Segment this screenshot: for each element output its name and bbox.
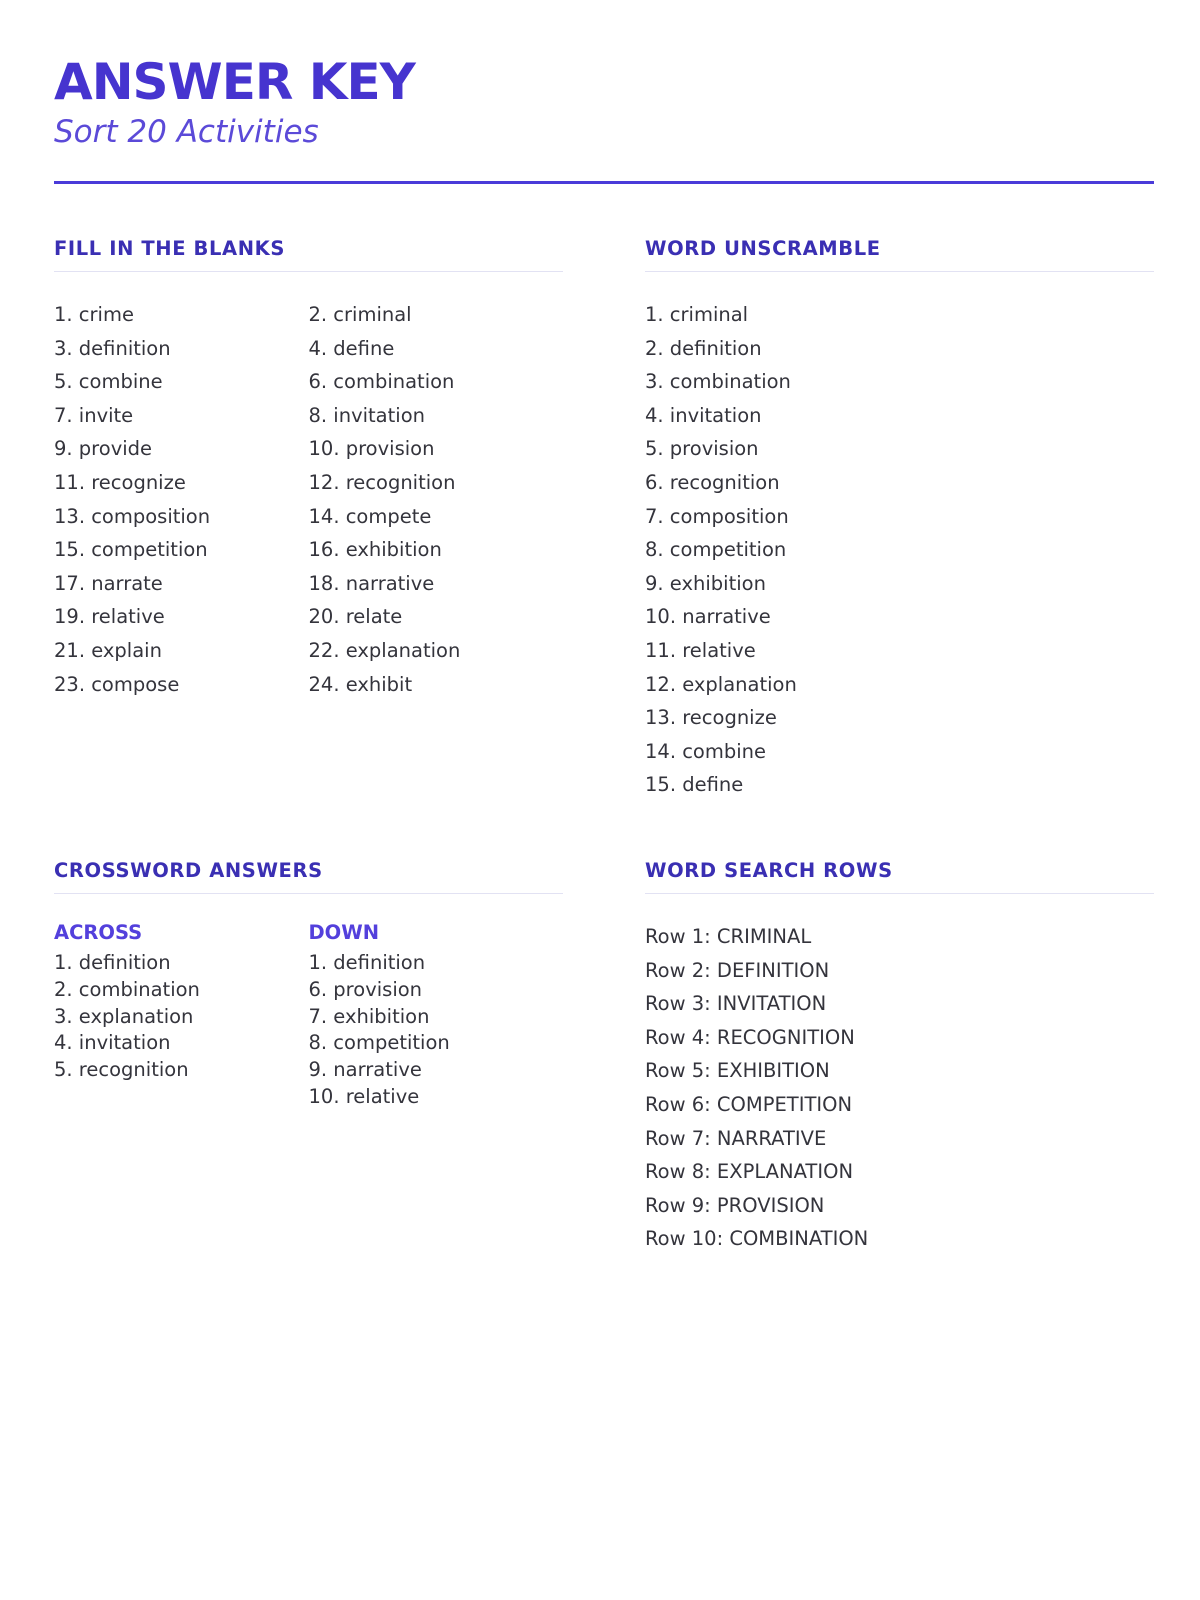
- down-heading: DOWN: [308, 921, 380, 944]
- list-item: 12. recognition: [308, 470, 456, 494]
- list-item: 14. combine: [645, 739, 767, 763]
- list-item: 1. definition: [54, 951, 171, 974]
- list-item: 10. provision: [308, 437, 435, 461]
- list-item: 9. provide: [54, 437, 153, 461]
- list-item: 6. provision: [308, 977, 423, 1001]
- word-search-rows-section: [645, 858, 1154, 1256]
- list-item: 17. narrate: [54, 571, 163, 595]
- list-item: 19. relative: [54, 605, 165, 629]
- list-item: 13. recognize: [645, 706, 777, 730]
- list-item: 8. competition: [308, 1031, 450, 1055]
- list-item: 5. combine: [54, 370, 163, 394]
- section-title-word-search-rows: WORD SEARCH ROWS: [645, 858, 1154, 894]
- list-item: 10. narrative: [645, 605, 771, 629]
- crossword-down-column: [309, 920, 564, 1111]
- list-item: Row 9: PROVISION: [645, 1193, 825, 1217]
- list-item: 7. invite: [54, 403, 134, 427]
- list-item: Row 6: COMPETITION: [645, 1092, 853, 1116]
- list-item: 8. invitation: [308, 403, 425, 427]
- list-item: 21. explain: [54, 638, 162, 662]
- list-item: 6. combination: [308, 370, 455, 394]
- list-item: 18. narrative: [308, 571, 435, 595]
- across-heading: ACROSS: [54, 921, 143, 944]
- list-item: 24. exhibit: [308, 672, 413, 696]
- fill-in-the-blanks-columns: [54, 298, 563, 701]
- list-item: 15. define: [645, 773, 744, 797]
- section-title-crossword-answers: CROSSWORD ANSWERS: [54, 858, 563, 894]
- fill-in-the-blanks-right-column: [309, 298, 564, 701]
- fill-in-the-blanks-section: [54, 236, 563, 701]
- list-item: 15. competition: [54, 538, 208, 562]
- list-item: 3. definition: [54, 336, 171, 360]
- list-item: 4. invitation: [645, 403, 762, 427]
- list-item: 9. narrative: [308, 1058, 422, 1082]
- list-item: Row 1: CRIMINAL: [645, 925, 812, 948]
- list-item: 8. competition: [645, 538, 787, 562]
- list-item: 7. composition: [645, 504, 789, 528]
- list-item: Row 4: RECOGNITION: [645, 1025, 855, 1049]
- page-subtitle: Sort 20 Activities: [54, 114, 319, 150]
- fill-in-the-blanks-left-column: [54, 298, 309, 701]
- section-title-word-unscramble: WORD UNSCRAMBLE: [645, 236, 1154, 272]
- list-item: 1. crime: [54, 303, 134, 326]
- list-item: Row 3: INVITATION: [645, 992, 827, 1016]
- list-item: Row 2: DEFINITION: [645, 958, 830, 982]
- crossword-across-column: [54, 920, 309, 1111]
- word-unscramble-section: [645, 236, 1154, 802]
- list-item: 20. relate: [308, 605, 403, 629]
- list-item: 11. relative: [645, 638, 756, 662]
- list-item: Row 8: EXPLANATION: [645, 1160, 854, 1184]
- list-item: 5. recognition: [54, 1058, 189, 1082]
- crossword-answers-section: [54, 858, 563, 1111]
- word-search-list: [645, 920, 1154, 1256]
- page-title: ANSWER KEY: [54, 53, 415, 111]
- list-item: 5. provision: [645, 437, 759, 461]
- list-item: Row 10: COMBINATION: [645, 1227, 869, 1251]
- list-item: 22. explanation: [308, 638, 461, 662]
- list-item: 2. combination: [54, 977, 200, 1001]
- list-item: 4. invitation: [54, 1031, 171, 1055]
- list-item: 1. definition: [308, 951, 426, 974]
- list-item: 1. criminal: [645, 303, 749, 326]
- list-item: 23. compose: [54, 672, 180, 696]
- list-item: 13. composition: [54, 504, 211, 528]
- list-item: 6. recognition: [645, 470, 780, 494]
- list-item: 2. criminal: [308, 303, 412, 326]
- list-item: 10. relative: [308, 1084, 420, 1108]
- list-item: 14. compete: [308, 504, 432, 528]
- list-item: 2. definition: [645, 336, 762, 360]
- list-item: 4. define: [308, 336, 395, 360]
- list-item: 9. exhibition: [645, 571, 766, 595]
- list-item: 11. recognize: [54, 470, 186, 494]
- header-divider: [54, 181, 1154, 184]
- list-item: 3. combination: [645, 370, 791, 394]
- section-title-fill-in-the-blanks: FILL IN THE BLANKS: [54, 236, 563, 272]
- list-item: 7. exhibition: [308, 1004, 430, 1028]
- list-item: 16. exhibition: [308, 538, 442, 562]
- list-item: 12. explanation: [645, 672, 797, 696]
- list-item: 3. explanation: [54, 1004, 194, 1028]
- list-item: Row 7: NARRATIVE: [645, 1126, 827, 1150]
- crossword-columns: [54, 920, 563, 1111]
- list-item: Row 5: EXHIBITION: [645, 1059, 830, 1083]
- word-unscramble-list: [645, 298, 1154, 802]
